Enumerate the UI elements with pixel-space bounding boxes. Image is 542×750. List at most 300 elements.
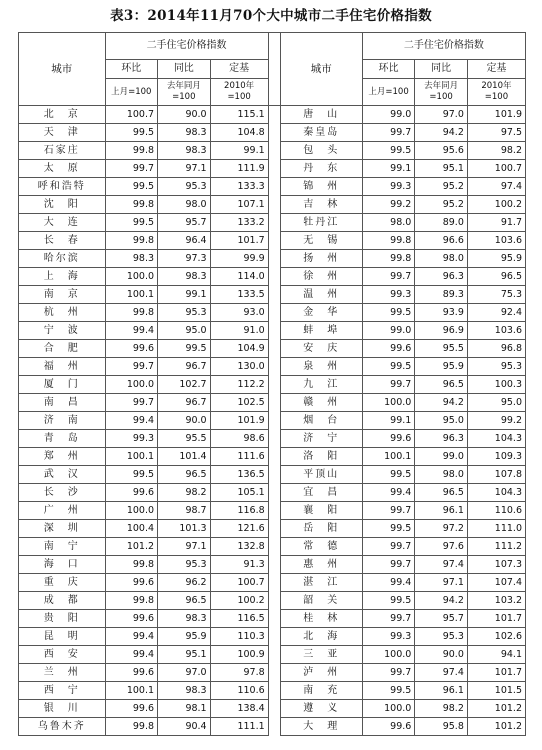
- right-mom-cell: 99.0: [362, 322, 415, 340]
- left-base-cell: 111.9: [210, 160, 268, 178]
- right-city-cell: 锦 州: [280, 178, 362, 196]
- table-row: [19, 610, 526, 628]
- table-row: [19, 592, 526, 610]
- right-city-cell: 南 充: [280, 682, 362, 700]
- right-base-cell: 111.0: [467, 520, 525, 538]
- right-city-cell: 常 德: [280, 538, 362, 556]
- left-base-cell: 91.3: [210, 556, 268, 574]
- base-header-right: 定基: [467, 60, 525, 79]
- right-mom-cell: 99.8: [362, 232, 415, 250]
- table-row: [19, 538, 526, 556]
- left-base-cell: 98.6: [210, 430, 268, 448]
- right-city-cell: 北 海: [280, 628, 362, 646]
- left-city-cell: 昆 明: [19, 628, 106, 646]
- column-gap: [268, 232, 280, 250]
- right-mom-cell: 99.5: [362, 304, 415, 322]
- right-base-cell: 92.4: [467, 304, 525, 322]
- right-base-cell: 103.6: [467, 322, 525, 340]
- left-base-cell: 97.8: [210, 664, 268, 682]
- left-city-cell: 武 汉: [19, 466, 106, 484]
- right-yoy-cell: 95.5: [415, 340, 468, 358]
- right-base-cell: 104.3: [467, 430, 525, 448]
- left-yoy-cell: 101.4: [158, 448, 211, 466]
- right-mom-cell: 99.7: [362, 268, 415, 286]
- right-mom-cell: 99.5: [362, 358, 415, 376]
- left-base-cell: 116.5: [210, 610, 268, 628]
- right-mom-cell: 99.7: [362, 124, 415, 142]
- left-city-cell: 贵 阳: [19, 610, 106, 628]
- left-mom-cell: 99.6: [105, 664, 158, 682]
- left-yoy-cell: 97.1: [158, 160, 211, 178]
- table-row: [19, 106, 526, 124]
- right-base-cell: 109.3: [467, 448, 525, 466]
- right-base-cell: 95.3: [467, 358, 525, 376]
- right-city-cell: 赣 州: [280, 394, 362, 412]
- base-subheader-right: 2010年=100: [467, 79, 525, 106]
- right-base-cell: 101.2: [467, 700, 525, 718]
- yoy-subheader-left: 去年同月=100: [158, 79, 211, 106]
- table-row: [19, 304, 526, 322]
- left-base-cell: 130.0: [210, 358, 268, 376]
- right-yoy-cell: 89.3: [415, 286, 468, 304]
- right-mom-cell: 99.7: [362, 610, 415, 628]
- table-title: 表3：2014年11月70个大中城市二手住宅价格指数: [110, 8, 432, 24]
- column-gap: [268, 358, 280, 376]
- left-city-cell: 青 岛: [19, 430, 106, 448]
- table-row: [19, 322, 526, 340]
- right-base-cell: 96.8: [467, 340, 525, 358]
- column-gap: [268, 33, 280, 106]
- right-mom-cell: 99.4: [362, 574, 415, 592]
- left-yoy-cell: 97.3: [158, 250, 211, 268]
- right-mom-cell: 99.6: [362, 718, 415, 736]
- column-gap: [268, 682, 280, 700]
- right-city-cell: 湛 江: [280, 574, 362, 592]
- right-yoy-cell: 96.1: [415, 682, 468, 700]
- left-yoy-cell: 101.3: [158, 520, 211, 538]
- left-mom-cell: 99.7: [105, 358, 158, 376]
- price-index-table: [18, 32, 526, 736]
- right-mom-cell: 99.5: [362, 142, 415, 160]
- left-base-cell: 112.2: [210, 376, 268, 394]
- right-city-cell: 金 华: [280, 304, 362, 322]
- right-yoy-cell: 97.6: [415, 538, 468, 556]
- left-city-cell: 海 口: [19, 556, 106, 574]
- left-base-cell: 100.9: [210, 646, 268, 664]
- right-base-cell: 101.5: [467, 682, 525, 700]
- right-base-cell: 110.6: [467, 502, 525, 520]
- table-row: [19, 556, 526, 574]
- left-mom-cell: 100.0: [105, 268, 158, 286]
- left-mom-cell: 99.6: [105, 610, 158, 628]
- right-base-cell: 107.3: [467, 556, 525, 574]
- base-subheader-left: 2010年=100: [210, 79, 268, 106]
- mom-subheader-left: 上月=100: [105, 79, 158, 106]
- mom-header-left: 环比: [105, 60, 158, 79]
- yoy-header-right: 同比: [415, 60, 468, 79]
- right-city-cell: 泉 州: [280, 358, 362, 376]
- left-mom-cell: 99.5: [105, 178, 158, 196]
- right-mom-cell: 100.0: [362, 700, 415, 718]
- right-base-cell: 101.2: [467, 718, 525, 736]
- right-mom-cell: 99.7: [362, 664, 415, 682]
- column-gap: [268, 484, 280, 502]
- right-base-cell: 107.4: [467, 574, 525, 592]
- right-mom-cell: 99.4: [362, 484, 415, 502]
- left-yoy-cell: 96.5: [158, 466, 211, 484]
- right-city-cell: 丹 东: [280, 160, 362, 178]
- left-yoy-cell: 90.0: [158, 412, 211, 430]
- left-yoy-cell: 90.4: [158, 718, 211, 736]
- city-header-left: 城市: [19, 33, 106, 106]
- right-city-cell: 韶 关: [280, 592, 362, 610]
- left-base-cell: 133.5: [210, 286, 268, 304]
- left-city-cell: 合 肥: [19, 340, 106, 358]
- right-yoy-cell: 95.2: [415, 178, 468, 196]
- right-yoy-cell: 94.2: [415, 394, 468, 412]
- right-base-cell: 101.7: [467, 664, 525, 682]
- right-base-cell: 102.6: [467, 628, 525, 646]
- right-base-cell: 95.0: [467, 394, 525, 412]
- right-base-cell: 111.2: [467, 538, 525, 556]
- left-yoy-cell: 99.1: [158, 286, 211, 304]
- left-city-cell: 南 宁: [19, 538, 106, 556]
- left-base-cell: 93.0: [210, 304, 268, 322]
- column-gap: [268, 556, 280, 574]
- left-mom-cell: 99.7: [105, 394, 158, 412]
- left-base-cell: 133.2: [210, 214, 268, 232]
- right-base-cell: 94.1: [467, 646, 525, 664]
- left-city-cell: 天 津: [19, 124, 106, 142]
- left-yoy-cell: 98.3: [158, 142, 211, 160]
- table-row: [19, 376, 526, 394]
- column-gap: [268, 430, 280, 448]
- column-gap: [268, 466, 280, 484]
- table-row: [19, 340, 526, 358]
- right-mom-cell: 99.8: [362, 250, 415, 268]
- right-mom-cell: 99.6: [362, 340, 415, 358]
- mom-header-right: 环比: [362, 60, 415, 79]
- right-base-cell: 107.8: [467, 466, 525, 484]
- column-gap: [268, 286, 280, 304]
- right-mom-cell: 99.5: [362, 682, 415, 700]
- left-yoy-cell: 90.0: [158, 106, 211, 124]
- group-header-right: 二手住宅价格指数: [362, 33, 525, 60]
- left-city-cell: 长 春: [19, 232, 106, 250]
- left-yoy-cell: 98.7: [158, 502, 211, 520]
- left-mom-cell: 99.6: [105, 700, 158, 718]
- right-mom-cell: 98.0: [362, 214, 415, 232]
- right-city-cell: 烟 台: [280, 412, 362, 430]
- right-city-cell: 温 州: [280, 286, 362, 304]
- left-yoy-cell: 99.5: [158, 340, 211, 358]
- table-row: [19, 394, 526, 412]
- right-city-cell: 唐 山: [280, 106, 362, 124]
- right-yoy-cell: 97.4: [415, 664, 468, 682]
- left-base-cell: 100.2: [210, 592, 268, 610]
- left-base-cell: 115.1: [210, 106, 268, 124]
- table-row: [19, 358, 526, 376]
- right-yoy-cell: 94.2: [415, 592, 468, 610]
- left-base-cell: 111.6: [210, 448, 268, 466]
- column-gap: [268, 394, 280, 412]
- column-gap: [268, 304, 280, 322]
- left-base-cell: 101.7: [210, 232, 268, 250]
- left-base-cell: 105.1: [210, 484, 268, 502]
- left-yoy-cell: 96.7: [158, 358, 211, 376]
- left-yoy-cell: 95.3: [158, 556, 211, 574]
- right-yoy-cell: 97.1: [415, 574, 468, 592]
- left-mom-cell: 100.7: [105, 106, 158, 124]
- right-yoy-cell: 95.6: [415, 142, 468, 160]
- left-mom-cell: 99.8: [105, 232, 158, 250]
- right-city-cell: 襄 阳: [280, 502, 362, 520]
- left-base-cell: 132.8: [210, 538, 268, 556]
- left-mom-cell: 99.4: [105, 646, 158, 664]
- left-base-cell: 136.5: [210, 466, 268, 484]
- right-yoy-cell: 89.0: [415, 214, 468, 232]
- left-yoy-cell: 97.1: [158, 538, 211, 556]
- column-gap: [268, 538, 280, 556]
- right-yoy-cell: 97.4: [415, 556, 468, 574]
- right-yoy-cell: 95.1: [415, 160, 468, 178]
- left-yoy-cell: 95.9: [158, 628, 211, 646]
- right-base-cell: 101.7: [467, 610, 525, 628]
- right-mom-cell: 99.7: [362, 376, 415, 394]
- right-city-cell: 九 江: [280, 376, 362, 394]
- right-mom-cell: 99.5: [362, 466, 415, 484]
- right-mom-cell: 99.7: [362, 556, 415, 574]
- right-base-cell: 91.7: [467, 214, 525, 232]
- left-city-cell: 长 沙: [19, 484, 106, 502]
- column-gap: [268, 142, 280, 160]
- left-yoy-cell: 98.3: [158, 610, 211, 628]
- column-gap: [268, 448, 280, 466]
- right-yoy-cell: 95.3: [415, 628, 468, 646]
- right-mom-cell: 99.7: [362, 538, 415, 556]
- left-mom-cell: 100.1: [105, 448, 158, 466]
- left-mom-cell: 100.0: [105, 502, 158, 520]
- left-base-cell: 116.8: [210, 502, 268, 520]
- right-base-cell: 103.2: [467, 592, 525, 610]
- right-mom-cell: 99.2: [362, 196, 415, 214]
- table-row: [19, 214, 526, 232]
- table-row: [19, 682, 526, 700]
- column-gap: [268, 214, 280, 232]
- right-yoy-cell: 90.0: [415, 646, 468, 664]
- left-base-cell: 111.1: [210, 718, 268, 736]
- column-gap: [268, 196, 280, 214]
- left-base-cell: 138.4: [210, 700, 268, 718]
- column-gap: [268, 124, 280, 142]
- left-city-cell: 南 昌: [19, 394, 106, 412]
- right-city-cell: 大 理: [280, 718, 362, 736]
- left-base-cell: 101.9: [210, 412, 268, 430]
- right-base-cell: 95.9: [467, 250, 525, 268]
- left-base-cell: 100.7: [210, 574, 268, 592]
- left-base-cell: 133.3: [210, 178, 268, 196]
- city-header-right: 城市: [280, 33, 362, 106]
- column-gap: [268, 160, 280, 178]
- left-yoy-cell: 95.5: [158, 430, 211, 448]
- table-row: [19, 700, 526, 718]
- left-base-cell: 121.6: [210, 520, 268, 538]
- right-base-cell: 97.5: [467, 124, 525, 142]
- left-mom-cell: 99.5: [105, 466, 158, 484]
- table-row: [19, 718, 526, 736]
- left-mom-cell: 99.5: [105, 124, 158, 142]
- right-city-cell: 平顶山: [280, 466, 362, 484]
- left-mom-cell: 99.3: [105, 430, 158, 448]
- right-base-cell: 104.3: [467, 484, 525, 502]
- right-base-cell: 103.6: [467, 232, 525, 250]
- left-mom-cell: 98.3: [105, 250, 158, 268]
- column-gap: [268, 574, 280, 592]
- right-yoy-cell: 96.5: [415, 484, 468, 502]
- left-yoy-cell: 98.0: [158, 196, 211, 214]
- left-mom-cell: 99.6: [105, 340, 158, 358]
- right-city-cell: 牡丹江: [280, 214, 362, 232]
- right-base-cell: 75.3: [467, 286, 525, 304]
- right-base-cell: 96.5: [467, 268, 525, 286]
- right-base-cell: 101.9: [467, 106, 525, 124]
- left-mom-cell: 99.6: [105, 574, 158, 592]
- column-gap: [268, 178, 280, 196]
- table-row: [19, 520, 526, 538]
- table-row: [19, 124, 526, 142]
- right-yoy-cell: 95.0: [415, 412, 468, 430]
- left-yoy-cell: 95.1: [158, 646, 211, 664]
- right-city-cell: 包 头: [280, 142, 362, 160]
- column-gap: [268, 592, 280, 610]
- left-base-cell: 107.1: [210, 196, 268, 214]
- left-city-cell: 兰 州: [19, 664, 106, 682]
- left-mom-cell: 99.4: [105, 322, 158, 340]
- right-yoy-cell: 98.2: [415, 700, 468, 718]
- left-base-cell: 110.3: [210, 628, 268, 646]
- table-row: [19, 250, 526, 268]
- right-base-cell: 100.3: [467, 376, 525, 394]
- left-base-cell: 99.9: [210, 250, 268, 268]
- left-yoy-cell: 95.3: [158, 304, 211, 322]
- left-city-cell: 呼和浩特: [19, 178, 106, 196]
- right-city-cell: 蚌 埠: [280, 322, 362, 340]
- left-mom-cell: 99.7: [105, 160, 158, 178]
- table-row: [19, 628, 526, 646]
- left-city-cell: 银 川: [19, 700, 106, 718]
- left-city-cell: 杭 州: [19, 304, 106, 322]
- right-mom-cell: 99.0: [362, 106, 415, 124]
- right-yoy-cell: 98.0: [415, 250, 468, 268]
- table-row: [19, 232, 526, 250]
- column-gap: [268, 646, 280, 664]
- left-city-cell: 广 州: [19, 502, 106, 520]
- left-yoy-cell: 95.0: [158, 322, 211, 340]
- right-yoy-cell: 97.0: [415, 106, 468, 124]
- left-city-cell: 上 海: [19, 268, 106, 286]
- right-yoy-cell: 96.6: [415, 232, 468, 250]
- right-yoy-cell: 97.2: [415, 520, 468, 538]
- table-row: [19, 178, 526, 196]
- left-yoy-cell: 96.2: [158, 574, 211, 592]
- right-city-cell: 遵 义: [280, 700, 362, 718]
- left-mom-cell: 99.8: [105, 718, 158, 736]
- left-yoy-cell: 98.1: [158, 700, 211, 718]
- right-city-cell: 扬 州: [280, 250, 362, 268]
- left-mom-cell: 99.4: [105, 412, 158, 430]
- yoy-subheader-right: 去年同月=100: [415, 79, 468, 106]
- left-yoy-cell: 98.3: [158, 268, 211, 286]
- left-city-cell: 南 京: [19, 286, 106, 304]
- left-yoy-cell: 96.7: [158, 394, 211, 412]
- table-row: [19, 286, 526, 304]
- right-mom-cell: 100.0: [362, 646, 415, 664]
- left-city-cell: 哈尔滨: [19, 250, 106, 268]
- table-row: [19, 502, 526, 520]
- left-mom-cell: 99.8: [105, 196, 158, 214]
- right-yoy-cell: 96.1: [415, 502, 468, 520]
- column-gap: [268, 628, 280, 646]
- table-row: [19, 160, 526, 178]
- table-row: [19, 574, 526, 592]
- left-base-cell: 99.1: [210, 142, 268, 160]
- left-base-cell: 110.6: [210, 682, 268, 700]
- table-body: [19, 106, 526, 736]
- right-city-cell: 惠 州: [280, 556, 362, 574]
- column-gap: [268, 340, 280, 358]
- column-gap: [268, 250, 280, 268]
- right-mom-cell: 100.1: [362, 448, 415, 466]
- left-city-cell: 西 宁: [19, 682, 106, 700]
- column-gap: [268, 322, 280, 340]
- right-mom-cell: 99.7: [362, 502, 415, 520]
- right-yoy-cell: 96.9: [415, 322, 468, 340]
- left-base-cell: 104.8: [210, 124, 268, 142]
- right-mom-cell: 99.1: [362, 412, 415, 430]
- left-mom-cell: 99.8: [105, 142, 158, 160]
- right-mom-cell: 99.1: [362, 160, 415, 178]
- left-city-cell: 太 原: [19, 160, 106, 178]
- right-mom-cell: 99.6: [362, 430, 415, 448]
- yoy-header-left: 同比: [158, 60, 211, 79]
- group-header-left: 二手住宅价格指数: [105, 33, 268, 60]
- left-mom-cell: 100.1: [105, 682, 158, 700]
- left-mom-cell: 99.8: [105, 304, 158, 322]
- right-city-cell: 安 庆: [280, 340, 362, 358]
- left-city-cell: 沈 阳: [19, 196, 106, 214]
- left-yoy-cell: 97.0: [158, 664, 211, 682]
- table-row: [19, 664, 526, 682]
- left-city-cell: 宁 波: [19, 322, 106, 340]
- left-mom-cell: 100.0: [105, 376, 158, 394]
- right-mom-cell: 99.3: [362, 628, 415, 646]
- table-row: [19, 466, 526, 484]
- base-header-left: 定基: [210, 60, 268, 79]
- right-yoy-cell: 96.3: [415, 268, 468, 286]
- column-gap: [268, 412, 280, 430]
- left-city-cell: 石家庄: [19, 142, 106, 160]
- right-yoy-cell: 94.2: [415, 124, 468, 142]
- left-city-cell: 深 圳: [19, 520, 106, 538]
- left-mom-cell: 99.8: [105, 556, 158, 574]
- left-base-cell: 114.0: [210, 268, 268, 286]
- left-city-cell: 乌鲁木齐: [19, 718, 106, 736]
- left-city-cell: 福 州: [19, 358, 106, 376]
- right-mom-cell: 99.5: [362, 592, 415, 610]
- left-mom-cell: 99.5: [105, 214, 158, 232]
- right-city-cell: 济 宁: [280, 430, 362, 448]
- left-city-cell: 厦 门: [19, 376, 106, 394]
